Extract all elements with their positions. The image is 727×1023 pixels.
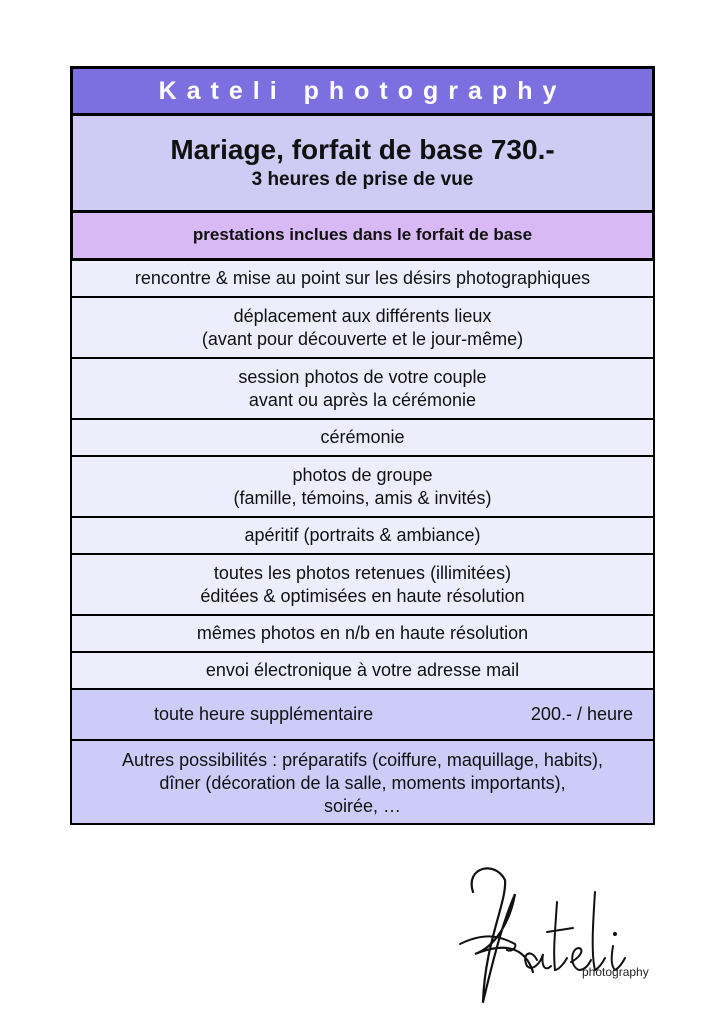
- service-line: avant ou après la cérémonie: [248, 389, 477, 410]
- service-line: éditées & optimisées en haute résolution: [200, 585, 525, 606]
- package-duration: 3 heures de prise de vue: [251, 169, 474, 190]
- extra-hour-price: 200.- / heure: [530, 704, 633, 724]
- service-line: (famille, témoins, amis & invités): [233, 487, 492, 508]
- service-item: [72, 555, 653, 616]
- service-line: mêmes photos en n/b en haute résolution: [196, 623, 529, 643]
- brand-header: Kateli photography: [70, 66, 655, 116]
- service-item: [72, 653, 653, 690]
- service-line: rencontre & mise au point sur les désirs photographiques: [134, 268, 591, 288]
- service-item: [72, 616, 653, 653]
- service-line: toutes les photos retenues (illimitées): [213, 562, 512, 583]
- other-options-line: Autres possibilités : préparatifs (coiffure, maquillage, habits),: [122, 750, 603, 770]
- package-title-block: [70, 116, 655, 213]
- service-line: cérémonie: [320, 427, 405, 447]
- service-line: session photos de votre couple: [238, 366, 487, 387]
- other-options-line: dîner (décoration de la salle, moments importants),: [159, 773, 566, 793]
- package-title: Mariage, forfait de base 730.-: [170, 134, 555, 165]
- service-line: envoi électronique à votre adresse mail: [205, 660, 520, 680]
- service-item: [72, 298, 653, 359]
- other-options: [70, 741, 655, 825]
- service-line: apéritif (portraits & ambiance): [244, 525, 481, 545]
- included-services-list: [70, 261, 655, 690]
- service-item: [72, 420, 653, 457]
- service-line: déplacement aux différents lieux: [233, 305, 492, 326]
- service-item: [72, 457, 653, 518]
- service-item: [72, 261, 653, 298]
- included-services-header: prestations inclues dans le forfait de base: [70, 213, 655, 261]
- price-table: [70, 66, 655, 825]
- extra-hour-row: [70, 690, 655, 741]
- service-line: (avant pour découverte et le jour-même): [201, 328, 524, 349]
- service-item: [72, 359, 653, 420]
- signature-logo: [455, 862, 665, 1012]
- service-item: [72, 518, 653, 555]
- service-line: photos de groupe: [292, 464, 433, 485]
- other-options-line: soirée, …: [323, 796, 402, 816]
- signature-caption: photography: [582, 965, 649, 979]
- extra-hour-label: toute heure supplémentaire: [154, 704, 374, 724]
